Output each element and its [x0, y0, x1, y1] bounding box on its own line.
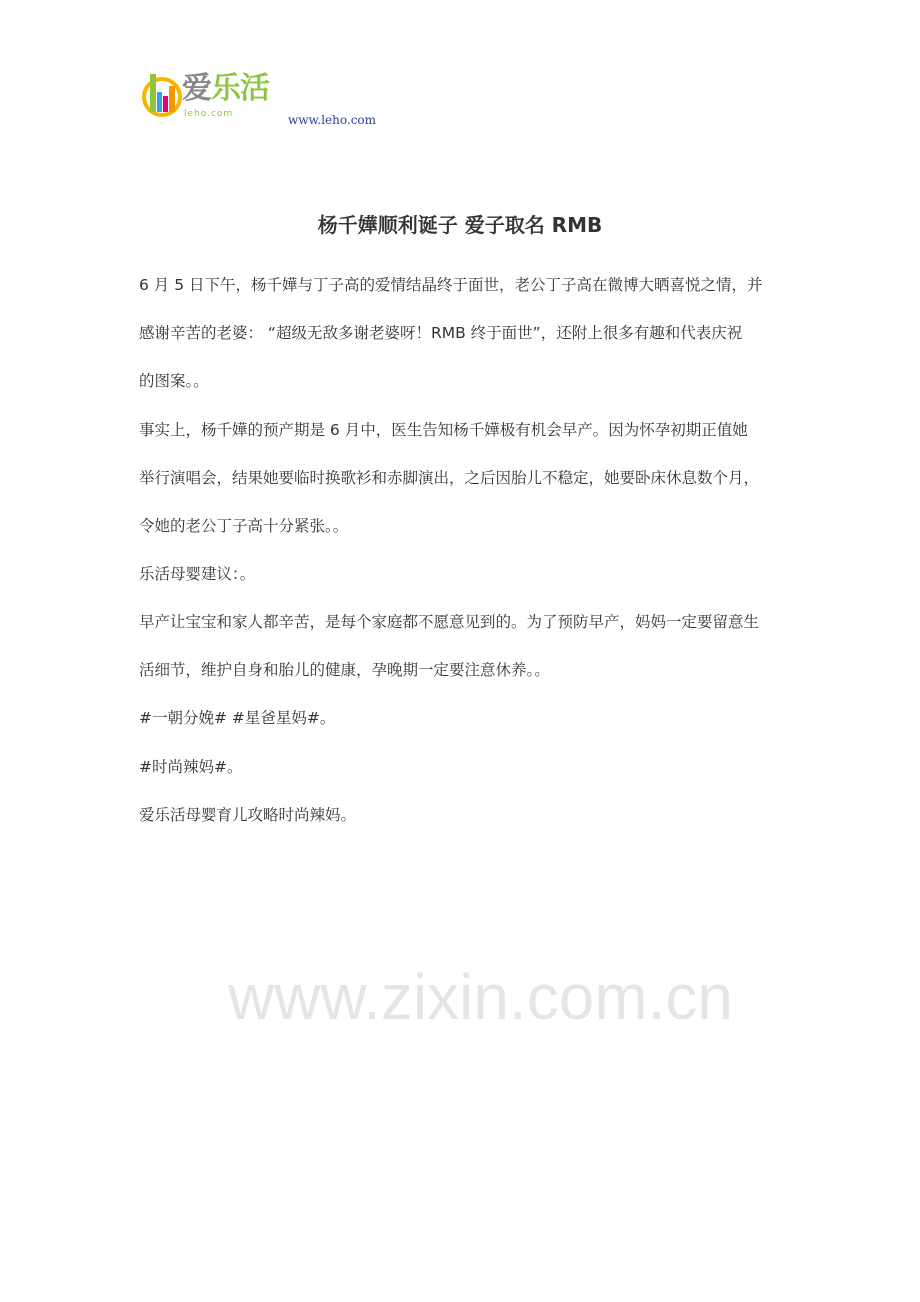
body-line: 活细节，维护自身和胎儿的健康，孕晚期一定要注意休养。。 [139, 661, 550, 679]
logo-text-ai: 爱 [182, 71, 211, 106]
logo-bars-icon [142, 72, 182, 118]
body-line: 令她的老公丁子高十分紧张。。 [139, 517, 349, 535]
body-line: 的图案。。 [139, 372, 209, 390]
body-line: 6 月 5 日下午，杨千嬅与丁子高的爱情结晶终于面世，老公丁子高在微博大晒喜悦之情，并 [139, 276, 763, 294]
article-title: 杨千嬅顺利诞子 爱子取名 RMB [317, 213, 603, 237]
leho-logo [142, 72, 284, 124]
body-line: 爱乐活母婴育儿攻略时尚辣妈。 [139, 806, 357, 824]
site-url[interactable]: www.leho.com [288, 113, 377, 127]
logo-wordmark [182, 72, 269, 106]
body-line: 早产让宝宝和家人都辛苦，是每个家庭都不愿意见到的。为了预防早产，妈妈一定要留意生 [139, 613, 760, 631]
watermark: www.zixin.com.cn [228, 961, 733, 1033]
body-line: 乐活母婴建议：。 [139, 565, 256, 583]
logo-text-lehuo: 乐活 [211, 71, 269, 106]
body-line: 感谢辛苦的老婆： “超级无敌多谢老婆呀！RMB 终于面世”，还附上很多有趣和代表庆祝 [139, 324, 743, 342]
body-line: 举行演唱会，结果她要临时换歌衫和赤脚演出，之后因胎儿不稳定，她要卧床休息数个月， [139, 469, 760, 487]
body-line: #一朝分娩# #星爸星妈#。 [139, 709, 336, 727]
logo-subtext: leho.com [184, 109, 234, 119]
body-line: 事实上，杨千嬅的预产期是 6 月中，医生告知杨千嬅极有机会早产。因为怀孕初期正值她 [139, 421, 748, 439]
body-line: #时尚辣妈#。 [139, 758, 243, 776]
